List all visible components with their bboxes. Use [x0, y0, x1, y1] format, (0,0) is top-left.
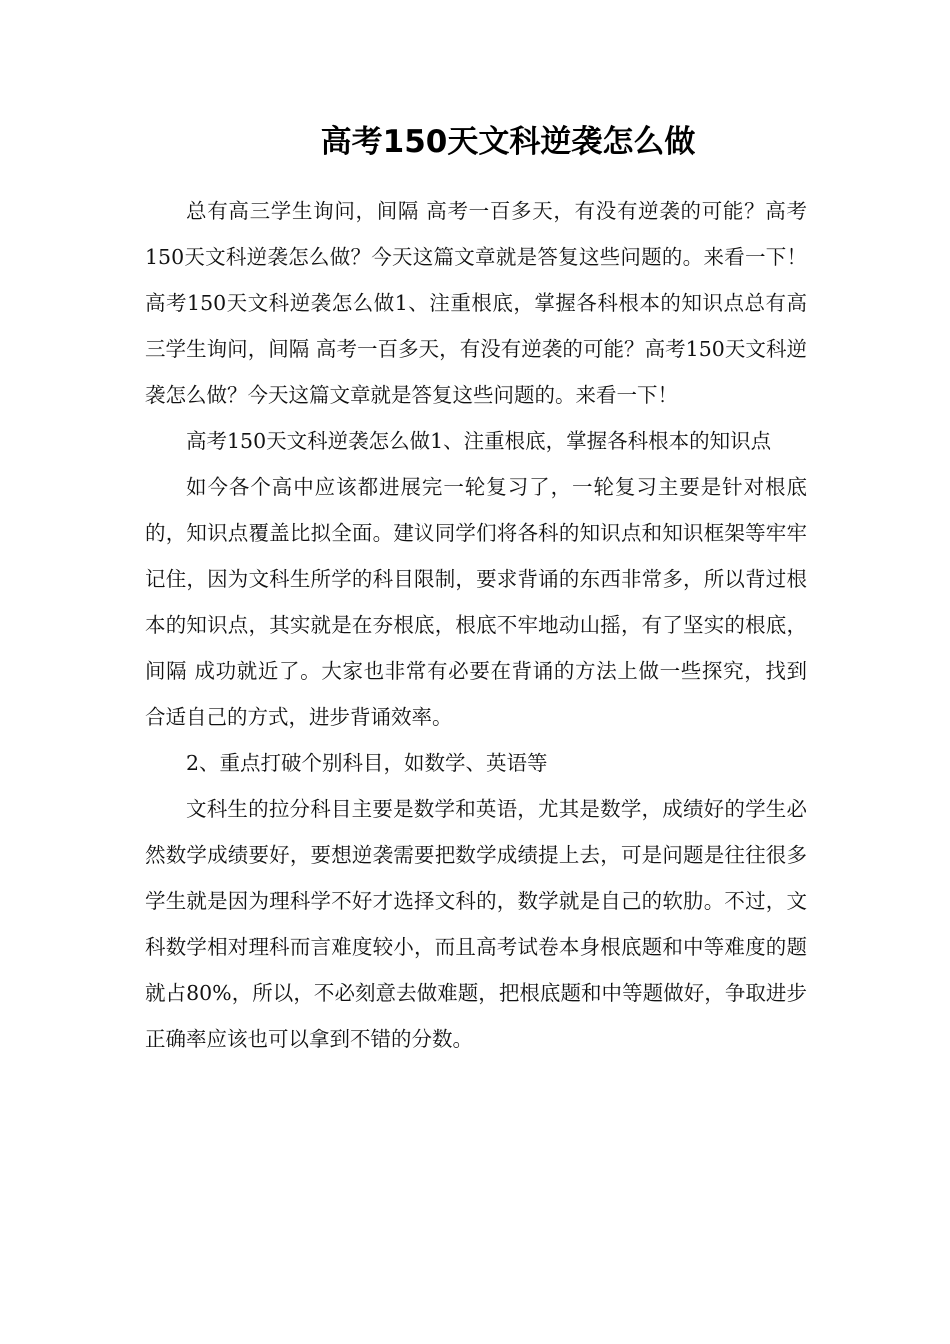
paragraph-foundation: 如今各个高中应该都进展完一轮复习了，一轮复习主要是针对根底的，知识点覆盖比拟全面。建议同学们将各科的知识点和知识框架等牢牢记住，因为文科生所学的科目限制，要求背诵的东西非常多，所以背过根本的知识点，其实就是在夯根底，根底不牢地动山摇，有了坚实的根底，间隔 成功就近了。大家也非常有必要在背诵的方法上做一些探究，找到合适自己的方式，进步背诵效率。	[145, 475, 807, 729]
article-body	[145, 188, 807, 1062]
paragraph-heading-1: 高考150天文科逆袭怎么做1、注重根底，掌握各科根本的知识点	[186, 429, 772, 453]
page-title: 高考150天文科逆袭怎么做	[320, 124, 696, 160]
paragraph-heading-2: 2、重点打破个别科目，如数学、英语等	[186, 751, 548, 775]
paragraph-math-english: 文科生的拉分科目主要是数学和英语，尤其是数学，成绩好的学生必然数学成绩要好，要想逆袭需要把数学成绩提上去，可是问题是往往很多学生就是因为理科学不好才选择文科的，数学就是自己的软肋。不过，文科数学相对理科而言难度较小，而且高考试卷本身根底题和中等难度的题就占80%，所以，不必刻意去做难题，把根底题和中等题做好，争取进步正确率应该也可以拿到不错的分数。	[145, 797, 807, 1051]
paragraph-intro: 总有高三学生询问，间隔 高考一百多天，有没有逆袭的可能？高考150天文科逆袭怎么做？今天这篇文章就是答复这些问题的。来看一下！高考150天文科逆袭怎么做1、注重根底，掌握各科根本的知识点总有高三学生询问，间隔 高考一百多天，有没有逆袭的可能？高考150天文科逆袭怎么做？今天这篇文章就是答复这些问题的。来看一下！	[145, 199, 807, 407]
